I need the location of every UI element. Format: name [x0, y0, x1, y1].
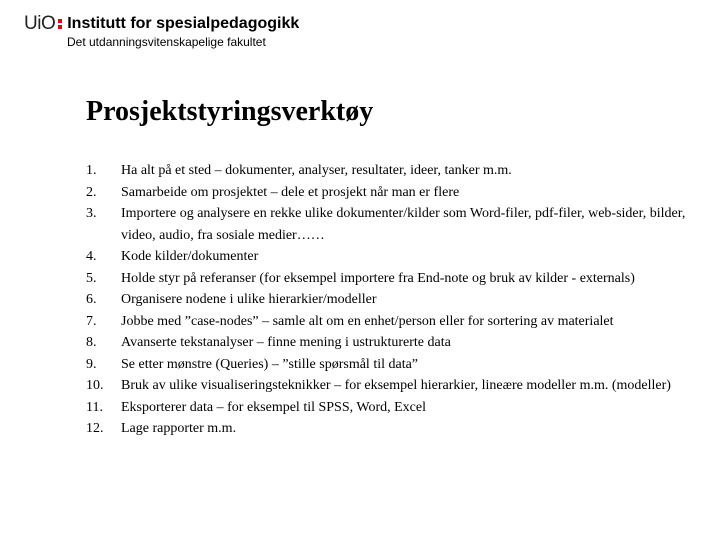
list-item	[86, 332, 686, 354]
list-item	[86, 203, 686, 246]
list-item	[86, 397, 686, 419]
item-text: Importere og analysere en rekke ulike dokumenter/kilder som Word-filer, pdf-filer, web-sider, bilder, video, audio, fra sosiale medier……	[121, 206, 686, 243]
list-item	[86, 246, 686, 268]
slide-title: Prosjektstyringsverktøy	[86, 96, 374, 127]
item-number: 8.	[86, 335, 97, 350]
item-text: Ha alt på et sted – dokumenter, analyser, resultater, ideer, tanker m.m.	[121, 163, 512, 178]
item-number: 1.	[86, 163, 97, 178]
item-number: 12.	[86, 421, 104, 436]
item-text: Bruk av ulike visualiseringsteknikker – for eksempel hierarkier, lineære modeller m.m. (modeller)	[121, 378, 671, 393]
institute-name: Institutt for spesialpedagogikk	[67, 14, 300, 32]
list-item	[86, 418, 686, 440]
list-item	[86, 289, 686, 311]
uio-logo[interactable]: UiO	[24, 13, 56, 34]
item-number: 2.	[86, 184, 97, 200]
item-number: 6.	[86, 292, 97, 307]
list-item	[86, 375, 686, 397]
item-number: 7.	[86, 313, 97, 329]
item-text: Lage rapporter m.m.	[121, 421, 237, 436]
list-item	[86, 160, 686, 182]
item-number: 3.	[86, 206, 97, 221]
list-item	[86, 268, 686, 290]
item-text: Samarbeide om prosjektet – dele et prosjekt når man er flere	[121, 184, 460, 200]
item-number: 5.	[86, 270, 97, 286]
item-text: Avanserte tekstanalyser – finne mening i ustrukturerte data	[121, 335, 451, 350]
item-text: Eksporterer data – for eksempel til SPSS, Word, Excel	[121, 399, 426, 415]
item-text: Se etter mønstre (Queries) – ”stille spørsmål til data”	[121, 356, 419, 372]
list-item	[86, 354, 686, 376]
item-number: 9.	[86, 356, 97, 372]
numbered-list	[86, 160, 686, 440]
item-text: Jobbe med ”case-nodes” – samle alt om en enhet/person eller for sortering av materialet	[121, 313, 614, 329]
list-item	[86, 182, 686, 204]
item-number: 4.	[86, 249, 97, 264]
item-text: Kode kilder/dokumenter	[121, 249, 259, 264]
faculty-name: Det utdanningsvitenskapelige fakultet	[67, 35, 266, 49]
list-item	[86, 311, 686, 333]
item-number: 10.	[86, 378, 104, 393]
logo-row	[24, 14, 299, 33]
item-text: Organisere nodene i ulike hierarkier/modeller	[121, 292, 377, 307]
institution-header	[24, 14, 299, 49]
logo-dots-icon	[58, 19, 62, 29]
item-number: 11.	[86, 399, 103, 415]
item-text: Holde styr på referanser (for eksempel importere fra End-note og bruk av kilder - externals)	[121, 270, 635, 286]
